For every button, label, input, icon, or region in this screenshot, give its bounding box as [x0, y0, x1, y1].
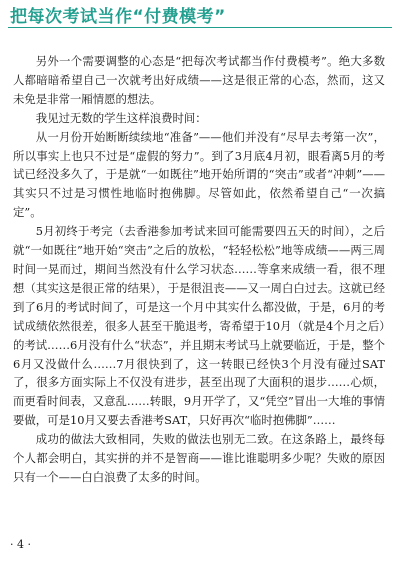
paragraph: 我见过无数的学生这样浪费时间：	[35, 110, 207, 125]
page-number: · 4 ·	[10, 538, 31, 551]
page-title: 把每次考试当作“付费模考”	[10, 7, 226, 27]
title-rule	[8, 27, 392, 28]
paragraph: 从一月份开始断断续续地“准备”——他们并没有“尽早去考第一次”，所以事实上也只不过是“虚假的努力”。到了3月底4月初，眼看离5月的考试已经没多久了，于是就“一如既往”地开始所谓的“突击”或者“冲刺”——其实只不过是习惯性地临时抱佛脚。尽管如此，依然希望自己“一次搞定”。	[13, 129, 385, 220]
paragraph: 成功的做法大致相同，失败的做法也别无二致。在这条路上，最终每个人都会明白，其实拼的并不是智商——谁比谁聪明多少呢？失败的原因只有一个——白白浪费了太多的时间。	[13, 432, 385, 484]
paragraph: 5月初终于考完（去香港参加考试来回可能需要四五天的时间），之后就“一如既往”地开始“突击”之后的放松，“轻轻松松”地等成绩——两三周时间一晃而过，期间当然没有什么学习状态……等拿来成绩一看，很不理想（其实这是很正常的结果），于是很沮丧——又一周白白过去。这就已经到了6月的考试时间了，可是这一个月中其实什么都没做，于是，6月的考试成绩依然很差，很多人甚至干脆退考，寄希望于10月（就是4个月之后）的考试……6月没有什么“状态”，并且期末考试马上就要临近，于是，整个6月又没做什么……7月很快到了，这一转眼已经快3个月没有碰过SAT了，很多方面实际上不仅没有进步，甚至出现了大面积的退步……心烦，而更看时间表，又意乱……转眼，9月开学了，又“凭空”冒出一大堆的事情要做，可是10月又要去香港考SAT，只好再次“临时抱佛脚”……	[13, 224, 386, 428]
paragraph: 另外一个需要调整的心态是“把每次考试都当作付费模考”。绝大多数人都暗暗希望自己一次就考出好成绩——这是很正常的心态，然而，这又未免是非常一厢情愿的想法。	[13, 54, 385, 106]
body-text	[13, 52, 385, 487]
